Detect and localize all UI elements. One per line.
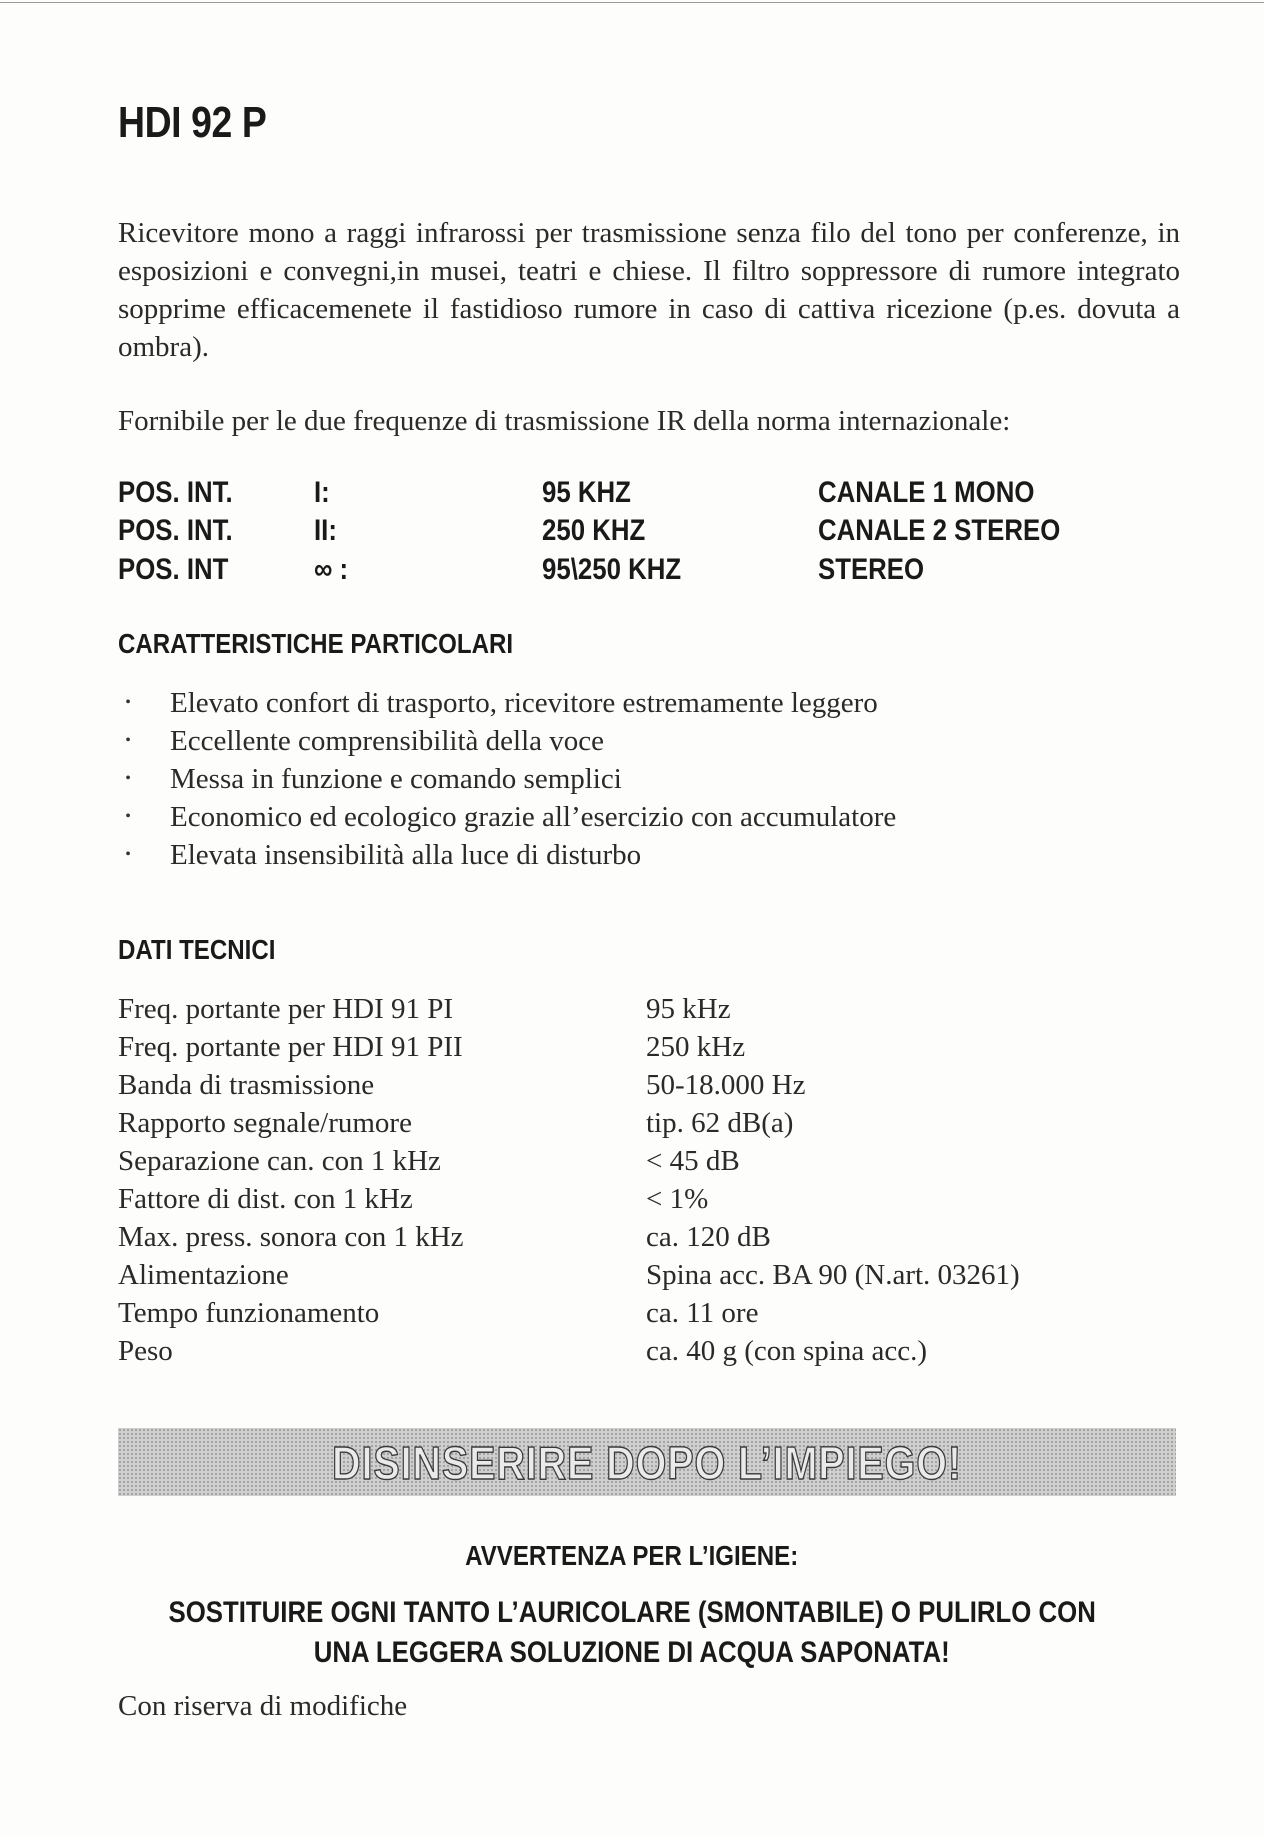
spec-label: Peso — [118, 1335, 173, 1367]
specs-table — [118, 990, 1180, 1370]
spec-value: 50-18.000 Hz — [646, 1069, 806, 1101]
spec-value: Spina acc. BA 90 (N.art. 03261) — [646, 1259, 1020, 1291]
table-row — [118, 1104, 1180, 1142]
spec-label: Freq. portante per HDI 91 PI — [118, 993, 454, 1025]
page-title: HDI 92 P — [118, 98, 267, 147]
hygiene-line — [0, 1596, 1264, 1630]
spec-value: ca. 120 dB — [646, 1221, 771, 1253]
hygiene-line-text: SOSTITUIRE OGNI TANTO L’AURICOLARE (SMONTABILE) O PULIRLO CON — [168, 1596, 1096, 1629]
table-row — [118, 1180, 1180, 1218]
bullet-icon: • — [125, 732, 131, 749]
spec-value: ca. 11 ore — [646, 1297, 759, 1329]
bullet-icon: • — [125, 846, 131, 863]
specs-heading: DATI TECNICI — [118, 934, 276, 965]
spec-value: 250 kHz — [646, 1031, 746, 1063]
channel-label: STEREO — [818, 553, 925, 586]
position-label: POS. INT — [118, 553, 229, 586]
position-setting: I: — [314, 476, 330, 509]
frequency-value: 95\250 KHZ — [542, 553, 682, 586]
banner-text: DISINSERIRE DOPO L’IMPIEGO! — [332, 1437, 962, 1489]
feature-text: Elevato confort di trasporto, ricevitore estremamente leggero — [170, 687, 878, 719]
features-list — [118, 684, 1168, 874]
frequency-row — [118, 514, 1218, 552]
hygiene-heading-text: AVVERTENZA PER L’IGIENE: — [465, 1540, 799, 1571]
availability-paragraph: Fornibile per le due frequenze di trasmissione IR della norma internazionale: — [118, 405, 1011, 437]
table-row — [118, 1028, 1180, 1066]
spec-value: < 1% — [646, 1183, 709, 1215]
spec-label: Alimentazione — [118, 1259, 289, 1291]
position-label: POS. INT. — [118, 514, 233, 547]
hygiene-line — [0, 1636, 1264, 1670]
spec-label: Rapporto segnale/rumore — [118, 1107, 412, 1139]
list-item — [118, 722, 1168, 760]
position-setting: ∞ : — [314, 553, 349, 586]
position-label: POS. INT. — [118, 476, 233, 509]
frequency-row — [118, 553, 1218, 591]
frequency-row — [118, 476, 1218, 514]
table-row — [118, 1066, 1180, 1104]
frequency-value: 250 KHZ — [542, 514, 646, 547]
list-item — [118, 836, 1168, 874]
table-row — [118, 1142, 1180, 1180]
feature-text: Eccellente comprensibilità della voce — [170, 725, 604, 757]
feature-text: Economico ed ecologico grazie all’esercizio con accumulatore — [170, 801, 897, 833]
spec-label: Fattore di dist. con 1 kHz — [118, 1183, 413, 1215]
spec-value: ca. 40 g (con spina acc.) — [646, 1335, 928, 1367]
position-setting: II: — [314, 514, 337, 547]
table-row — [118, 1256, 1180, 1294]
list-item — [118, 760, 1168, 798]
features-heading: CARATTERISTICHE PARTICOLARI — [118, 628, 514, 659]
channel-label: CANALE 2 STEREO — [818, 514, 1061, 547]
table-row — [118, 1218, 1180, 1256]
feature-text: Elevata insensibilità alla luce di disturbo — [170, 839, 642, 871]
table-row — [118, 990, 1180, 1028]
spec-value: < 45 dB — [646, 1145, 740, 1177]
frequency-value: 95 KHZ — [542, 476, 631, 509]
table-row — [118, 1294, 1180, 1332]
spec-label: Banda di trasmissione — [118, 1069, 375, 1101]
table-row — [118, 1332, 1180, 1370]
spec-label: Max. press. sonora con 1 kHz — [118, 1221, 464, 1253]
bullet-icon: • — [125, 808, 131, 825]
list-item — [118, 684, 1168, 722]
spec-label: Freq. portante per HDI 91 PII — [118, 1031, 463, 1063]
feature-text: Messa in funzione e comando semplici — [170, 763, 622, 795]
bullet-icon: • — [125, 770, 131, 787]
top-rule — [0, 2, 1264, 3]
hygiene-heading — [0, 1540, 1264, 1572]
spec-value: tip. 62 dB(a) — [646, 1107, 794, 1139]
spec-label: Tempo funzionamento — [118, 1297, 380, 1329]
warning-banner — [118, 1428, 1176, 1496]
spec-value: 95 kHz — [646, 993, 731, 1025]
hygiene-line-text: UNA LEGGERA SOLUZIONE DI ACQUA SAPONATA! — [314, 1636, 950, 1669]
spec-label: Separazione can. con 1 kHz — [118, 1145, 441, 1177]
description-paragraph: Ricevitore mono a raggi infrarossi per trasmissione senza filo del tono per conferenze, in esposizioni e convegni,in musei, teatri e chiese. Il filtro soppressore di rumore integrato sopprime efficacemenete il fastidioso rumore in caso di cattiva ricezione (p.es. dovuta a ombra). — [118, 217, 1180, 363]
bullet-icon: • — [125, 694, 131, 711]
list-item — [118, 798, 1168, 836]
footer-note: Con riserva di modifiche — [118, 1690, 408, 1722]
channel-label: CANALE 1 MONO — [818, 476, 1035, 509]
